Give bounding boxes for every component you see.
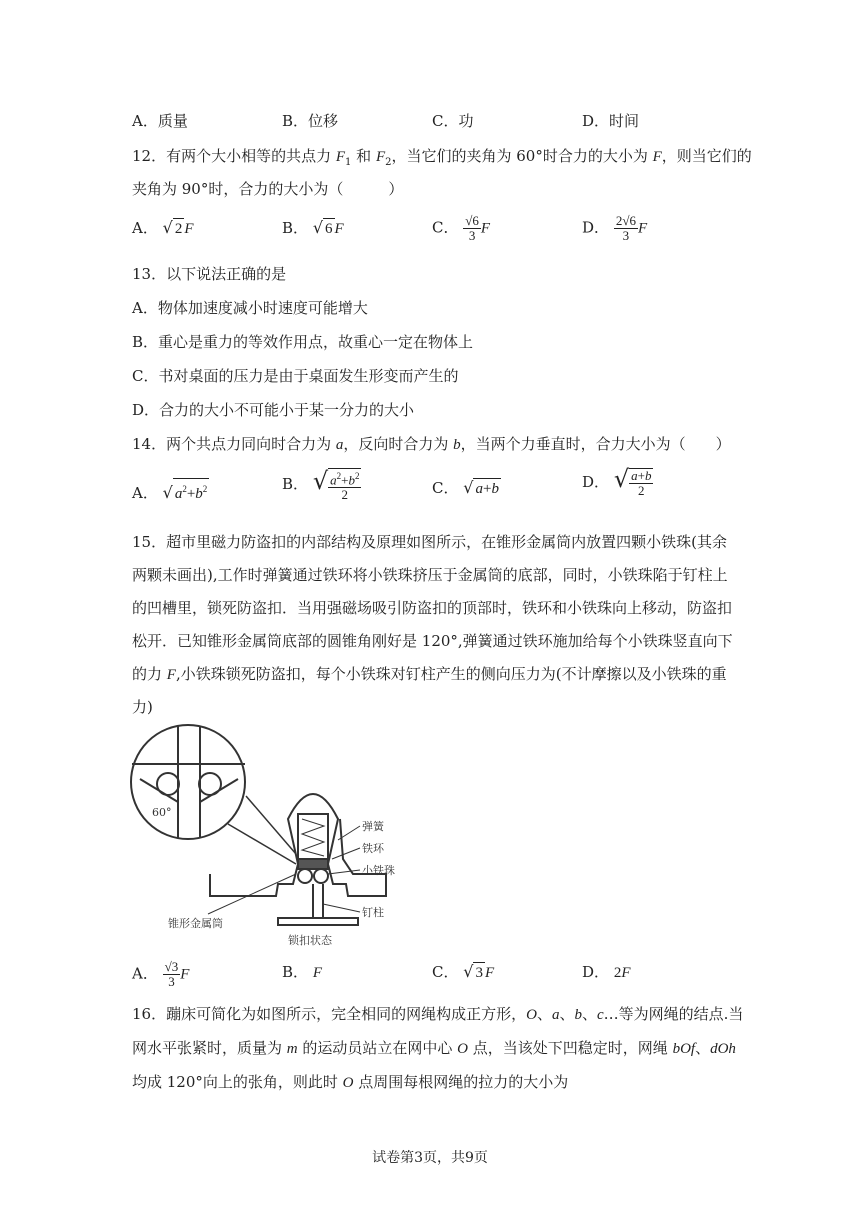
q11-option-a: A．质量 (132, 112, 188, 130)
q14-option-b: B． √ $\frac{a^2+b^2}{2}$ (282, 467, 360, 503)
q16-line3: 均成 120°向上的张角，则此时 O 点周围每根网绳的拉力的大小为 (132, 1073, 569, 1091)
fig-pin-label: 钉柱 (362, 906, 384, 919)
fig-cone-label: 锥形金属筒 (168, 917, 223, 930)
q11-option-c: C．功 (432, 112, 474, 130)
q13-stem: 13．以下说法正确的是 (132, 265, 287, 283)
q15-option-d: D． 2F (582, 963, 631, 981)
fig-ball-label: 小铁珠 (362, 864, 395, 877)
q16-line2: 网水平张紧时，质量为 m 的运动员站立在网中心 O 点，当该处下凹稳定时，网绳 bOf、dOh (132, 1039, 736, 1057)
anti-theft-lock-diagram (128, 724, 418, 954)
fig-ring-label: 铁环 (362, 842, 384, 855)
q12-stem-line1: 12．有两个大小相等的共点力 $F_1$ 和 $F_2$，当它们的夹角为 60°时合力的大小为 F，则当它们的 (132, 147, 752, 168)
q12-option-a: A． √ 2 F (132, 218, 194, 237)
q12-option-d: D． $\frac{2√6}{3}$ F (582, 213, 648, 243)
q15-line4: 松开．已知锥形金属筒底部的圆锥角刚好是 120°,弹簧通过铁环施加给每个小铁珠竖直向下 (132, 632, 733, 650)
q12-option-c: C． $\frac{√6}{3}$ F (432, 213, 491, 243)
q11-option-b: B．位移 (282, 112, 339, 130)
q13-option-a: A．物体加速度减小时速度可能增大 (132, 299, 368, 317)
q12-stem-line2: 夹角为 90°时，合力的大小为（ ） (132, 180, 404, 198)
q15-option-a: A． $\frac{√3}{3}$ F (132, 959, 190, 989)
q14-option-d: D． √ $\frac{a+b}{2}$ (582, 465, 652, 498)
q12-option-b: B． √ 6 F (282, 218, 344, 237)
q14-stem: 14．两个共点力同向时合力为 a，反向时合力为 b，当两个力垂直时，合力大小为（ ） (132, 435, 731, 453)
page-footer: 试卷第3页，共9页 (372, 1150, 488, 1166)
fig-state-label: 锁扣状态 (288, 934, 332, 947)
q15-option-c: C． √ 3 F (432, 962, 495, 981)
fig-spring-label: 弹簧 (362, 820, 384, 833)
q15-option-b: B． F (282, 963, 322, 981)
q14-option-c: C． √ a+b (432, 478, 499, 497)
q13-option-d: D．合力的大小不可能小于某一分力的大小 (132, 401, 415, 419)
q15-line6: 力) (132, 698, 153, 716)
q15-line3: 的凹槽里，锁死防盗扣．当用强磁场吸引防盗扣的顶部时，铁环和小铁珠向上移动，防盗扣 (132, 599, 733, 617)
q16-line1: 16．蹦床可简化为如图所示，完全相同的网绳构成正方形，O、a、b、c…等为网绳的结点.当 (132, 1005, 744, 1023)
q11-option-d: D．时间 (582, 112, 640, 130)
q14-option-a: A． √ $a^2+b^2$ (132, 478, 209, 504)
fig-angle-label: 60° (152, 806, 172, 819)
q15-line5: 的力 F,小铁珠锁死防盗扣，每个小铁珠对钉柱产生的侧向压力为(不计摩擦以及小铁珠的重 (132, 665, 727, 683)
q15-line1: 15．超市里磁力防盗扣的内部结构及原理如图所示，在锥形金属筒内放置四颗小铁珠(其余 (132, 533, 727, 551)
q13-option-b: B．重心是重力的等效作用点，故重心一定在物体上 (132, 333, 474, 351)
q13-option-c: C．书对桌面的压力是由于桌面发生形变而产生的 (132, 367, 459, 385)
q15-line2: 两颗未画出),工作时弹簧通过铁环将小铁珠挤压于金属筒的底部，同时，小铁珠陷于钉柱上 (132, 566, 728, 584)
